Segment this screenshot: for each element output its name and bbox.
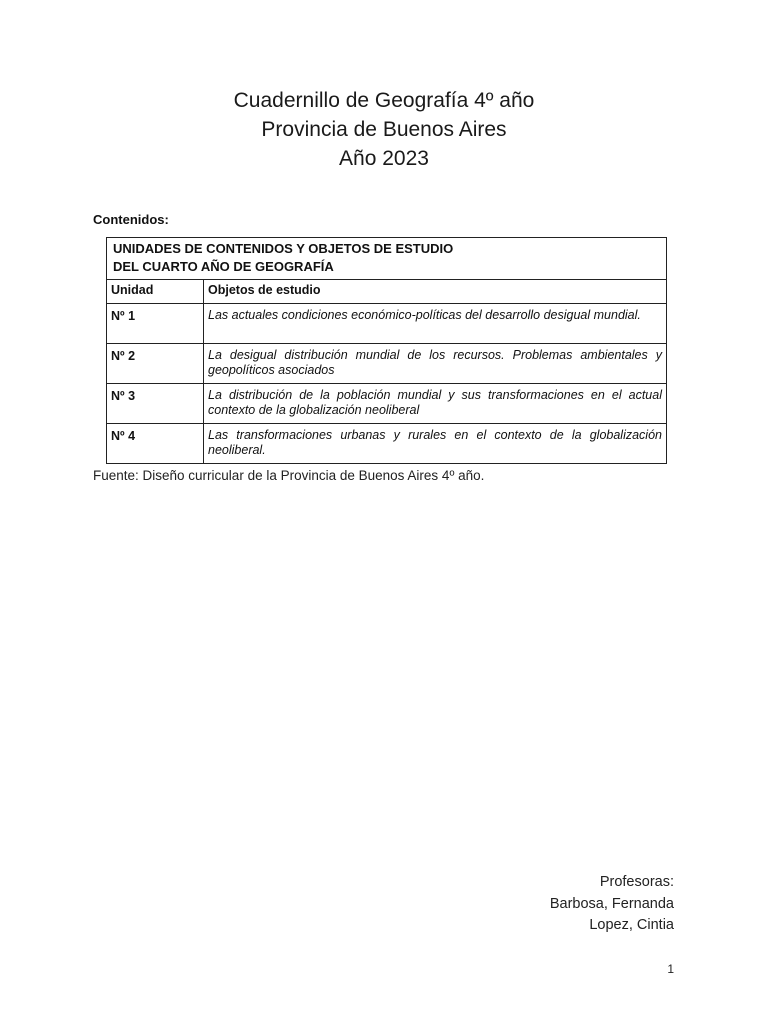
unit-cell: Nº 2 <box>107 344 204 384</box>
source-note: Fuente: Diseño curricular de la Provincia de Buenos Aires 4º año. <box>93 468 485 483</box>
table-row <box>107 384 667 424</box>
unit-cell: Nº 3 <box>107 384 204 424</box>
objects-cell: Las transformaciones urbanas y rurales en el contexto de la globalización neoliberal. <box>204 424 667 464</box>
unit-cell: Nº 4 <box>107 424 204 464</box>
document-title <box>0 86 768 173</box>
unit-cell: Nº 1 <box>107 304 204 344</box>
table-row <box>107 344 667 384</box>
objects-cell: La desigual distribución mundial de los recursos. Problemas ambientales y geopolíticos asociados <box>204 344 667 384</box>
teacher-name: Barbosa, Fernanda <box>549 895 674 912</box>
table-heading-line-1: UNIDADES DE CONTENIDOS Y OBJETOS DE ESTUDIO <box>113 241 454 256</box>
column-header-unit: Unidad <box>107 280 204 304</box>
table-row <box>107 424 667 464</box>
table-row <box>107 304 667 344</box>
table-column-header-row <box>107 280 667 304</box>
table-heading-line-2: DEL CUARTO AÑO DE GEOGRAFÍA <box>113 259 334 274</box>
table-heading <box>107 238 667 280</box>
title-line-2: Provincia de Buenos Aires <box>261 118 507 141</box>
teachers-label: Profesoras: <box>599 874 674 890</box>
title-line-3: Año 2023 <box>339 147 429 170</box>
title-line-1: Cuadernillo de Geografía 4º año <box>233 89 535 112</box>
teacher-name: Lopez, Cintia <box>589 917 674 933</box>
contents-label: Contenidos: <box>93 212 169 227</box>
teachers-block <box>550 872 674 937</box>
objects-cell: Las actuales condiciones económico-políticas del desarrollo desigual mundial. <box>204 304 667 344</box>
objects-cell: La distribución de la población mundial y sus transformaciones en el actual contexto de la globalización neoliberal <box>204 384 667 424</box>
column-header-objects: Objetos de estudio <box>204 280 667 304</box>
contents-table <box>106 237 667 464</box>
page-number: 1 <box>667 962 674 976</box>
table-heading-row <box>107 238 667 280</box>
